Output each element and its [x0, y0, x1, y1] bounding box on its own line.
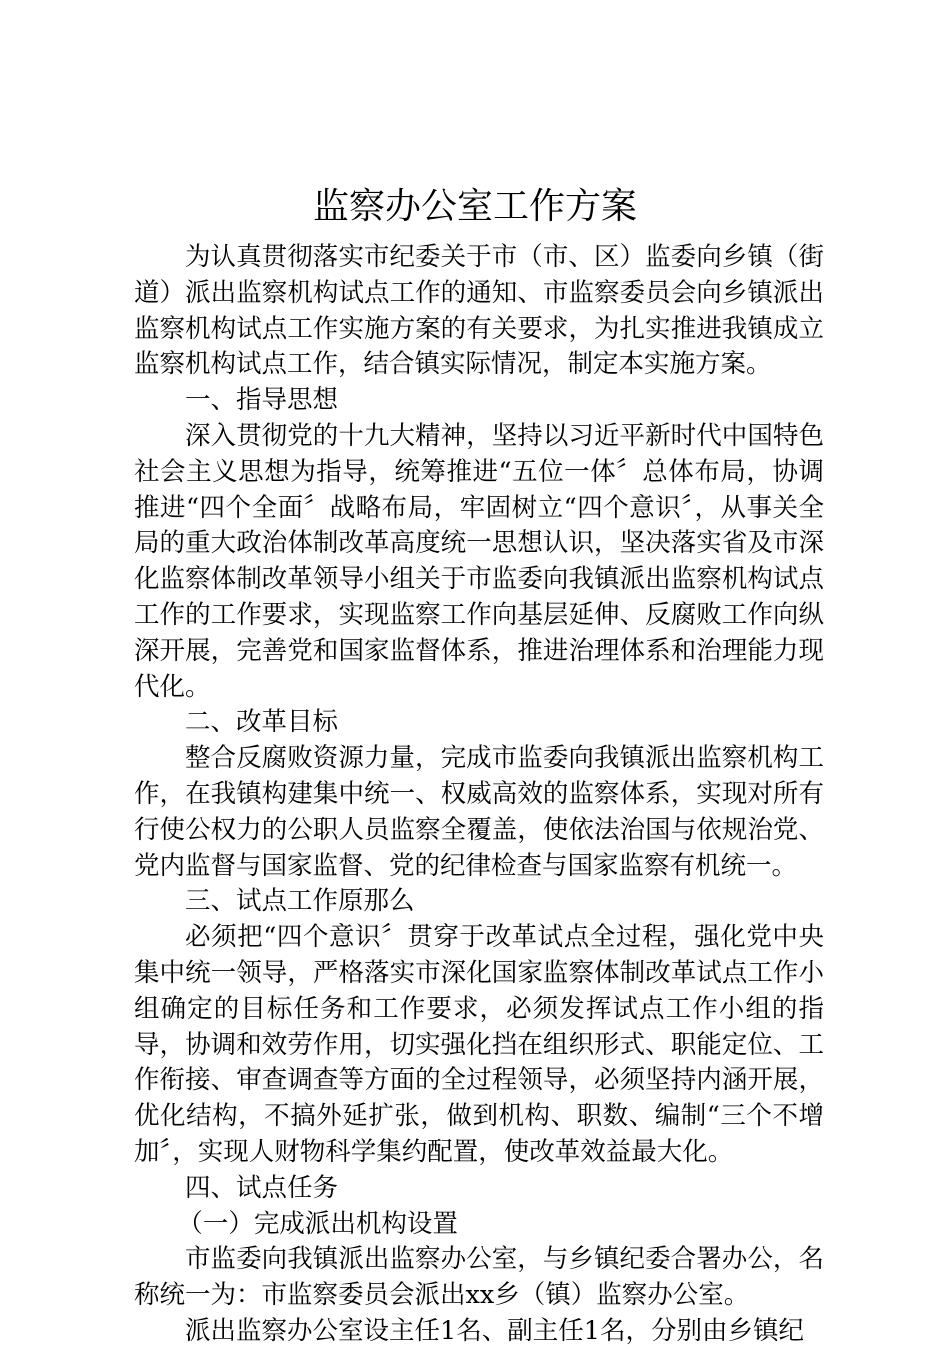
document-title: 监察办公室工作方案 — [312, 186, 637, 227]
section-heading-guiding-thought: 一、指导思想 — [185, 385, 339, 416]
section-heading-pilot-tasks: 四、试点任务 — [185, 1172, 339, 1203]
reform-goals-paragraph: 整合反腐败资源力量，完成市监委向我镇派出监察机构工作，在我镇构建集中统一、权威高效的监察体系，实现对所有行使公权力的公职人员监察全覆盖，使依法治国与依规治党、党内监督与国家监督、党的纪律检查与国家监察有机统一。 — [134, 743, 824, 881]
document-body — [134, 240, 824, 1350]
agency-setup-paragraph: 市监委向我镇派出监察办公室，与乡镇纪委合署办公，名称统一为：市监察委员会派出xx乡（镇）监察办公室。 — [134, 1244, 824, 1311]
intro-paragraph: 为认真贯彻落实市纪委关于市（市、区）监委向乡镇（街道）派出监察机构试点工作的通知、市监察委员会向乡镇派出监察机构试点工作实施方案的有关要求，为扎实推进我镇成立监察机构试点工作，结合镇实际情况，制定本实施方案。 — [134, 242, 824, 380]
principles-paragraph: 必须把“四个意识〞贯穿于改革试点全过程，强化党中央集中统一领导，严格落实市深化国家监察体制改革试点工作小组确定的目标任务和工作要求，必须发挥试点工作小组的指导，协调和效劳作用，切实强化挡在组织形式、职能定位、工作衔接、审查调查等方面的全过程领导，必须坚持内涵开展，优化结构，不搞外延扩张，做到机构、职数、编制“三个不增加〞，实现人财物科学集约配置，使改革效益最大化。 — [134, 922, 824, 1167]
guiding-thought-paragraph: 深入贯彻党的十九大精神，坚持以习近平新时代中国特色社会主义思想为指导，统筹推进“五位一体〞总体布局，协调推进“四个全面〞战略布局，牢固树立“四个意识〞，从事关全局的重大政治体制改革高度统一思想认识，坚决落实省及市深化监察体制改革领导小组关于市监委向我镇派出监察机构试点工作的工作要求，实现监察工作向基层延伸、反腐败工作向纵深开展，完善党和国家监督体系，推进治理体系和治理能力现代化。 — [134, 420, 824, 702]
section-heading-principles: 三、试点工作原那么 — [185, 886, 415, 917]
staffing-paragraph: 派出监察办公室设主任1名、副主任1名，分别由乡镇纪 — [185, 1315, 804, 1346]
section-heading-reform-goals: 二、改革目标 — [185, 707, 339, 738]
subsection-heading-agency-setup: （一）完成派出机构设置 — [177, 1208, 458, 1239]
